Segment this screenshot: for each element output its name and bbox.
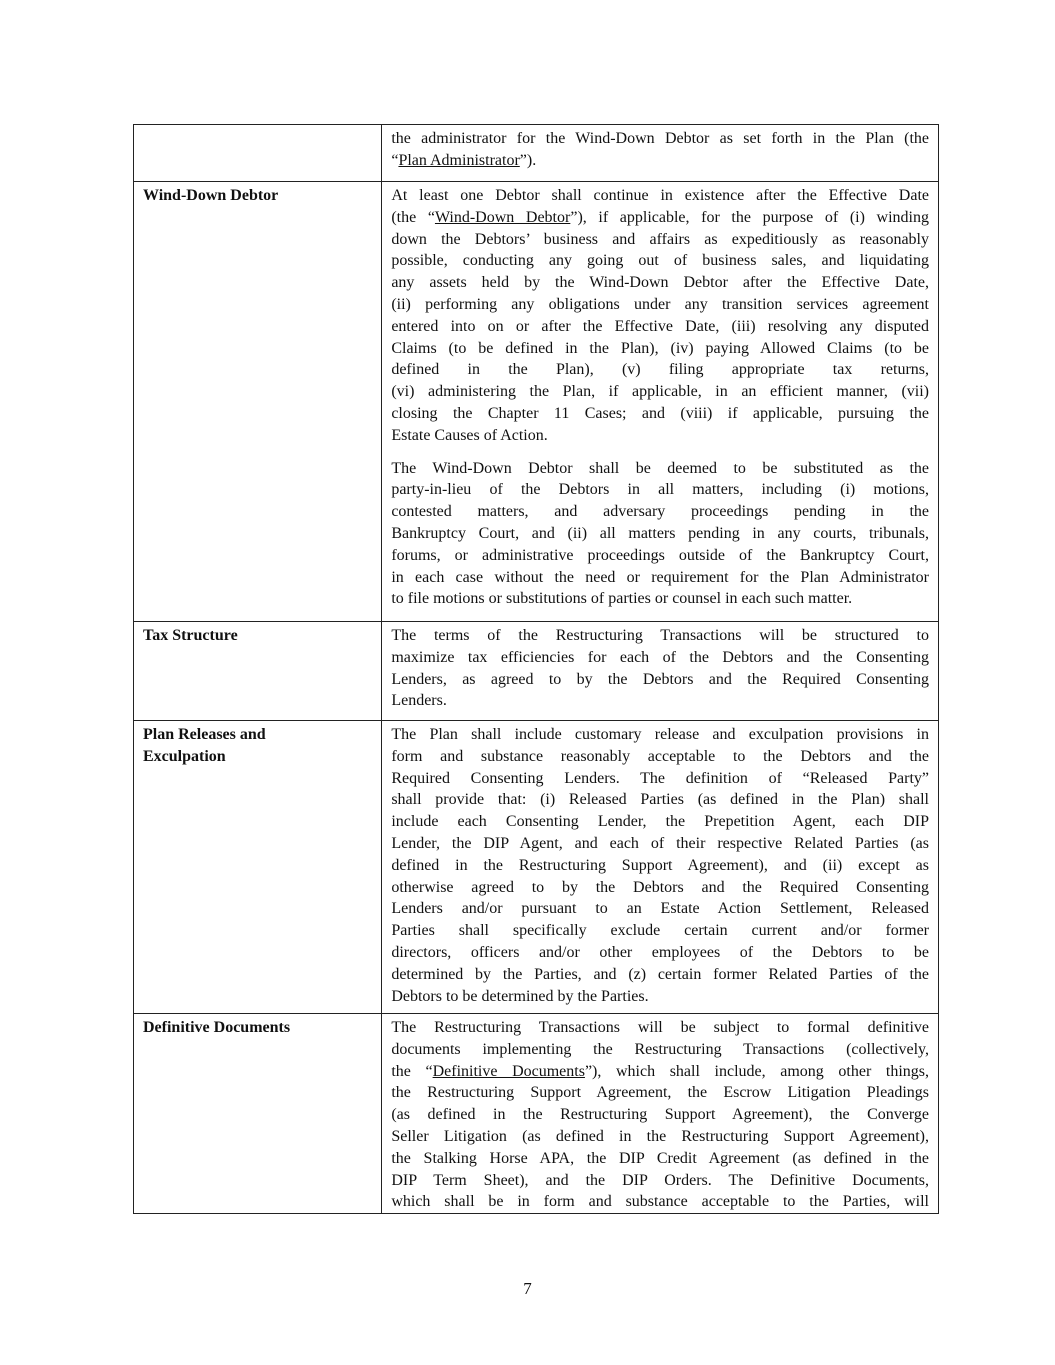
row-label-line: Exculpation [143,747,226,765]
text-line: the administrator for the Wind-Down Debtor as set forth in the Plan (the [391,130,929,147]
text-line: (vi) administering the Plan, if applicable, in an efficient manner, (vii) [391,383,929,401]
row-label [134,622,382,721]
text-line: Estate Causes of Action. [391,426,548,444]
row-body [382,721,939,1014]
text-line: Required Consenting Lenders. The definition of “Released Party” [391,769,929,787]
text-line: At least one Debtor shall continue in existence after the Effective Date [391,187,929,204]
row-label-line: Definitive Documents [143,1019,291,1036]
paragraph [391,458,929,611]
text-line: Lenders, as agreed to by the Debtors and the Required Consenting [391,670,929,688]
text-line: include each Consenting Lender, the Prepetition Agent, each DIP [391,813,929,831]
row-label [134,182,382,622]
text-line: the Stalking Horse APA, the DIP Credit Agreement (as defined in the [391,1149,929,1167]
text-line: (the “Wind-Down Debtor”), if applicable, for the purpose of (i) winding [391,208,929,226]
text-line: The Wind-Down Debtor shall be deemed to be substituted as the [391,459,929,477]
text-line: which shall be in form and substance acceptable to the Parties, will [391,1193,929,1211]
row-label-line: Plan Releases and [143,726,266,743]
text-line: “Plan Administrator”). [391,151,537,169]
text-line: Seller Litigation (as defined in the Restructuring Support Agreement), [391,1127,929,1145]
text-line: (ii) performing any obligations under any transition services agreement [391,295,929,313]
text-line: Bankruptcy Court, and (ii) all matters pending in any courts, tribunals, [391,524,929,542]
row-label [134,1014,382,1214]
text-line: Lender, the DIP Agent, and each of their respective Related Parties (as [391,834,929,852]
text-line: party-in-lieu of the Debtors in all matters, including (i) motions, [391,481,929,499]
paragraph [391,724,929,1007]
row-body [382,182,939,622]
row-body [382,125,939,182]
table-row-plan-releases-and-exculpation [134,721,939,1014]
text-line: down the Debtors’ business and affairs as expeditiously as reasonably [391,230,929,248]
defined-term: Definitive Documents [432,1062,585,1080]
paragraph [391,1017,929,1213]
text-line: entered into on or after the Effective Date, (iii) resolving any disputed [391,317,929,335]
row-label [134,721,382,1014]
table-row-plan-administrator [134,125,939,182]
paragraph [391,185,929,447]
defined-term: Plan Administrator [398,151,520,169]
table-row-definitive-documents [134,1014,939,1214]
page-number: 7 [523,1279,532,1298]
text-line: in each case without the need or requirement for the Plan Administrator [391,568,929,586]
text-line: the Restructuring Support Agreement, the Escrow Litigation Pleadings [391,1084,929,1102]
table-row-wind-down-debtor [134,182,939,622]
text-line: shall provide that: (i) Released Parties (as defined in the Plan) shall [391,791,929,809]
text-line: closing the Chapter 11 Cases; and (viii) if applicable, pursuing the [391,404,929,422]
table-row-tax-structure [134,622,939,721]
row-body [382,1014,939,1214]
text-line: Debtors to be determined by the Parties. [391,987,649,1005]
row-label [134,125,382,182]
text-line: contested matters, and adversary proceedings pending in the [391,503,929,521]
text-line: documents implementing the Restructuring Transactions (collectively, [391,1040,929,1058]
text-line: Claims (to be defined in the Plan), (iv) paying Allowed Claims (to be [391,339,929,357]
text-line: Lenders and/or pursuant to an Estate Action Settlement, Released [391,900,929,918]
row-label-line: Tax Structure [143,627,238,644]
text-line: The terms of the Restructuring Transactions will be structured to [391,627,929,644]
defined-term: Wind-Down Debtor [434,208,571,226]
text-line: (as defined in the Restructuring Support Agreement), the Converge [391,1106,929,1124]
text-line: The Restructuring Transactions will be subject to formal definitive [391,1019,929,1036]
term-sheet-table [133,124,939,1214]
text-line: The Plan shall include customary release and exculpation provisions in [391,726,929,743]
text-line: defined in the Restructuring Support Agreement), and (ii) except as [391,856,929,874]
text-line: determined by the Parties, and (z) certain former Related Parties of the [391,965,929,983]
row-label-line: Wind-Down Debtor [143,187,279,204]
text-line: to file motions or substitutions of parties or counsel in each such matter. [391,590,853,608]
text-line: any assets held by the Wind-Down Debtor after the Effective Date, [391,274,929,292]
text-line: defined in the Plan), (v) filing appropriate tax returns, [391,361,929,379]
text-line: possible, conducting any going out of business sales, and liquidating [391,252,929,270]
text-line: the “Definitive Documents”), which shall include, among other things, [391,1062,929,1080]
text-line: maximize tax efficiencies for each of the Debtors and the Consenting [391,648,929,666]
text-line: otherwise agreed to by the Debtors and the Required Consenting [391,878,929,896]
text-line: Lenders. [391,692,447,710]
text-line: DIP Term Sheet), and the DIP Orders. The Definitive Documents, [391,1171,929,1189]
text-line: Parties shall specifically exclude certain current and/or former [391,922,929,940]
paragraph [391,128,929,172]
text-line: directors, officers and/or other employees of the Debtors to be [391,943,929,961]
text-line: form and substance reasonably acceptable to the Debtors and the [391,747,929,765]
text-line: forums, or administrative proceedings outside of the Bankruptcy Court, [391,546,929,564]
paragraph [391,625,929,712]
row-body [382,622,939,721]
